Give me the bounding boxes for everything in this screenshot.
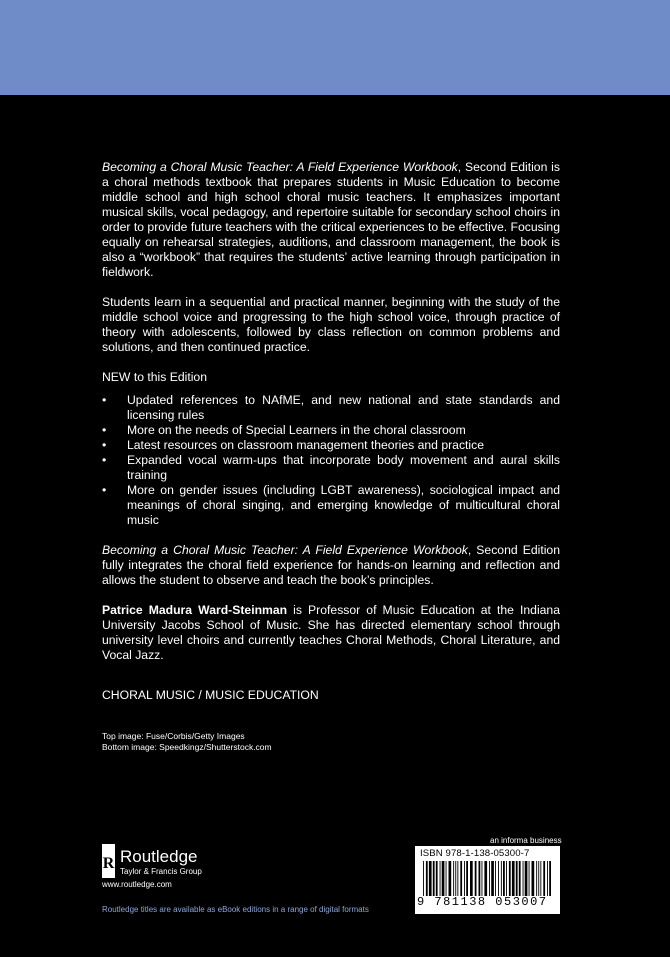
- routledge-logo: [102, 842, 242, 882]
- barcode-bar: [426, 861, 428, 896]
- barcode-digits: 9 781138 053007: [417, 895, 548, 909]
- description-text: , Second Edition fully integrates the choral field experience for hands-on learning and reflection and allows the student to observe and teach the book’s principles.: [102, 543, 560, 587]
- description-paragraph-3: [102, 543, 560, 588]
- barcode-icon: [421, 861, 554, 896]
- book-title-italic: Becoming a Choral Music Teacher: A Field Experience Workbook: [102, 543, 468, 557]
- barcode-bar: [457, 861, 458, 896]
- barcode-bar: [506, 861, 507, 896]
- barcode-bar: [519, 861, 521, 896]
- barcode-bar: [433, 861, 435, 896]
- barcode-bar: [436, 861, 438, 896]
- author-bio: [102, 603, 560, 663]
- barcode-bar: [549, 861, 551, 896]
- informa-tagline: an informa business: [490, 836, 562, 845]
- barcode-bar: [491, 861, 494, 896]
- new-features-list: [102, 393, 560, 528]
- description-text: , Second Edition is a choral methods textbook that prepares students in Music Education to become middle school and high school choral music teachers. It emphasizes important musical skills, vocal pedagogy, and repertoire suitable for secondary school choirs in order to provide future teachers with the critical experiences to be effective. Focusing equally on rehearsal strategies, auditions, and classroom management, the book is also a “workbook” that requires the students’ active learning through participation in fieldwork.: [102, 160, 560, 279]
- barcode-bar: [442, 861, 445, 896]
- book-title-italic: Becoming a Choral Music Teacher: A Field Experience Workbook: [102, 160, 458, 174]
- publisher-website: www.routledge.com: [102, 880, 172, 889]
- barcode-bar: [453, 861, 454, 896]
- barcode-bar: [495, 861, 496, 896]
- author-bio-text: is Professor of Music Education at the Indiana University Jacobs School of Music. She has directed elementary school through university level choirs and currently teaches Choral Methods, Choral Literature, and Vocal Jazz.: [102, 603, 560, 662]
- barcode-bar: [466, 861, 468, 896]
- description-paragraph-1: [102, 160, 560, 280]
- subject-category: CHORAL MUSIC / MUSIC EDUCATION: [102, 688, 319, 702]
- barcode-bar: [536, 861, 537, 896]
- logo-letter: R: [102, 855, 115, 872]
- barcode-bar: [455, 861, 456, 896]
- barcode-bar: [538, 861, 539, 896]
- barcode-bar: [482, 861, 483, 896]
- barcode-bar: [460, 861, 462, 896]
- barcode-bar: [475, 861, 477, 896]
- bottom-image-credit: Bottom image: Speedkingz/Shutterstock.com: [102, 742, 272, 752]
- barcode-bar: [498, 861, 499, 896]
- back-cover-text: [102, 160, 560, 663]
- barcode-bar: [503, 861, 505, 896]
- isbn-label: ISBN 978-1-138-05300-7: [420, 848, 530, 859]
- barcode-bar: [484, 861, 487, 896]
- barcode-bar: [543, 861, 545, 896]
- barcode-bar: [479, 861, 481, 896]
- ebook-note: Routledge titles are available as eBook editions in a range of digital formats: [102, 905, 369, 914]
- barcode-bar: [501, 861, 502, 896]
- author-name: Patrice Madura Ward-Steinman: [102, 603, 288, 617]
- barcode-bar: [423, 861, 424, 896]
- barcode-bar: [540, 861, 541, 896]
- list-item: • More on the needs of Special Learners in the choral classroom: [102, 423, 560, 438]
- barcode-bar: [489, 861, 490, 896]
- barcode-bar: [509, 861, 511, 896]
- publisher-group: Taylor & Francis Group: [120, 867, 202, 876]
- description-paragraph-2: Students learn in a sequential and practical manner, beginning with the study of the middle school voice and progressing to the high school voice, through practice of theory with adolescents, followed by class reflection on common problems and solutions, and then continued practice.: [102, 295, 560, 354]
- list-item: • Expanded vocal warm-ups that incorporate body movement and aural skills training: [102, 453, 560, 483]
- barcode-bar: [525, 861, 528, 896]
- list-item: • Updated references to NAfME, and new national and state standards and licensing rules: [102, 393, 560, 423]
- barcode-bar: [516, 861, 518, 896]
- barcode-panel: [415, 846, 560, 914]
- top-cover-band: [0, 0, 670, 95]
- barcode-bar: [429, 861, 432, 896]
- publisher-name: Routledge: [120, 847, 198, 866]
- barcode-bar: [470, 861, 473, 896]
- image-credits: [102, 731, 272, 753]
- barcode-bar: [532, 861, 535, 896]
- barcode-bar: [446, 861, 447, 896]
- top-image-credit: Top image: Fuse/Corbis/Getty Images: [102, 731, 245, 741]
- new-edition-heading: NEW to this Edition: [102, 370, 207, 384]
- list-item: • Latest resources on classroom management theories and practice: [102, 438, 560, 453]
- barcode-bar: [440, 861, 441, 896]
- barcode-bar: [547, 861, 548, 896]
- barcode-bar: [464, 861, 465, 896]
- barcode-bar: [523, 861, 524, 896]
- barcode-bar: [449, 861, 452, 896]
- barcode-bar: [529, 861, 530, 896]
- barcode-bar: [512, 861, 515, 896]
- list-item: • More on gender issues (including LGBT awareness), sociological impact and meanings of choral singing, and emerging knowledge of multicultural choral music: [102, 483, 560, 528]
